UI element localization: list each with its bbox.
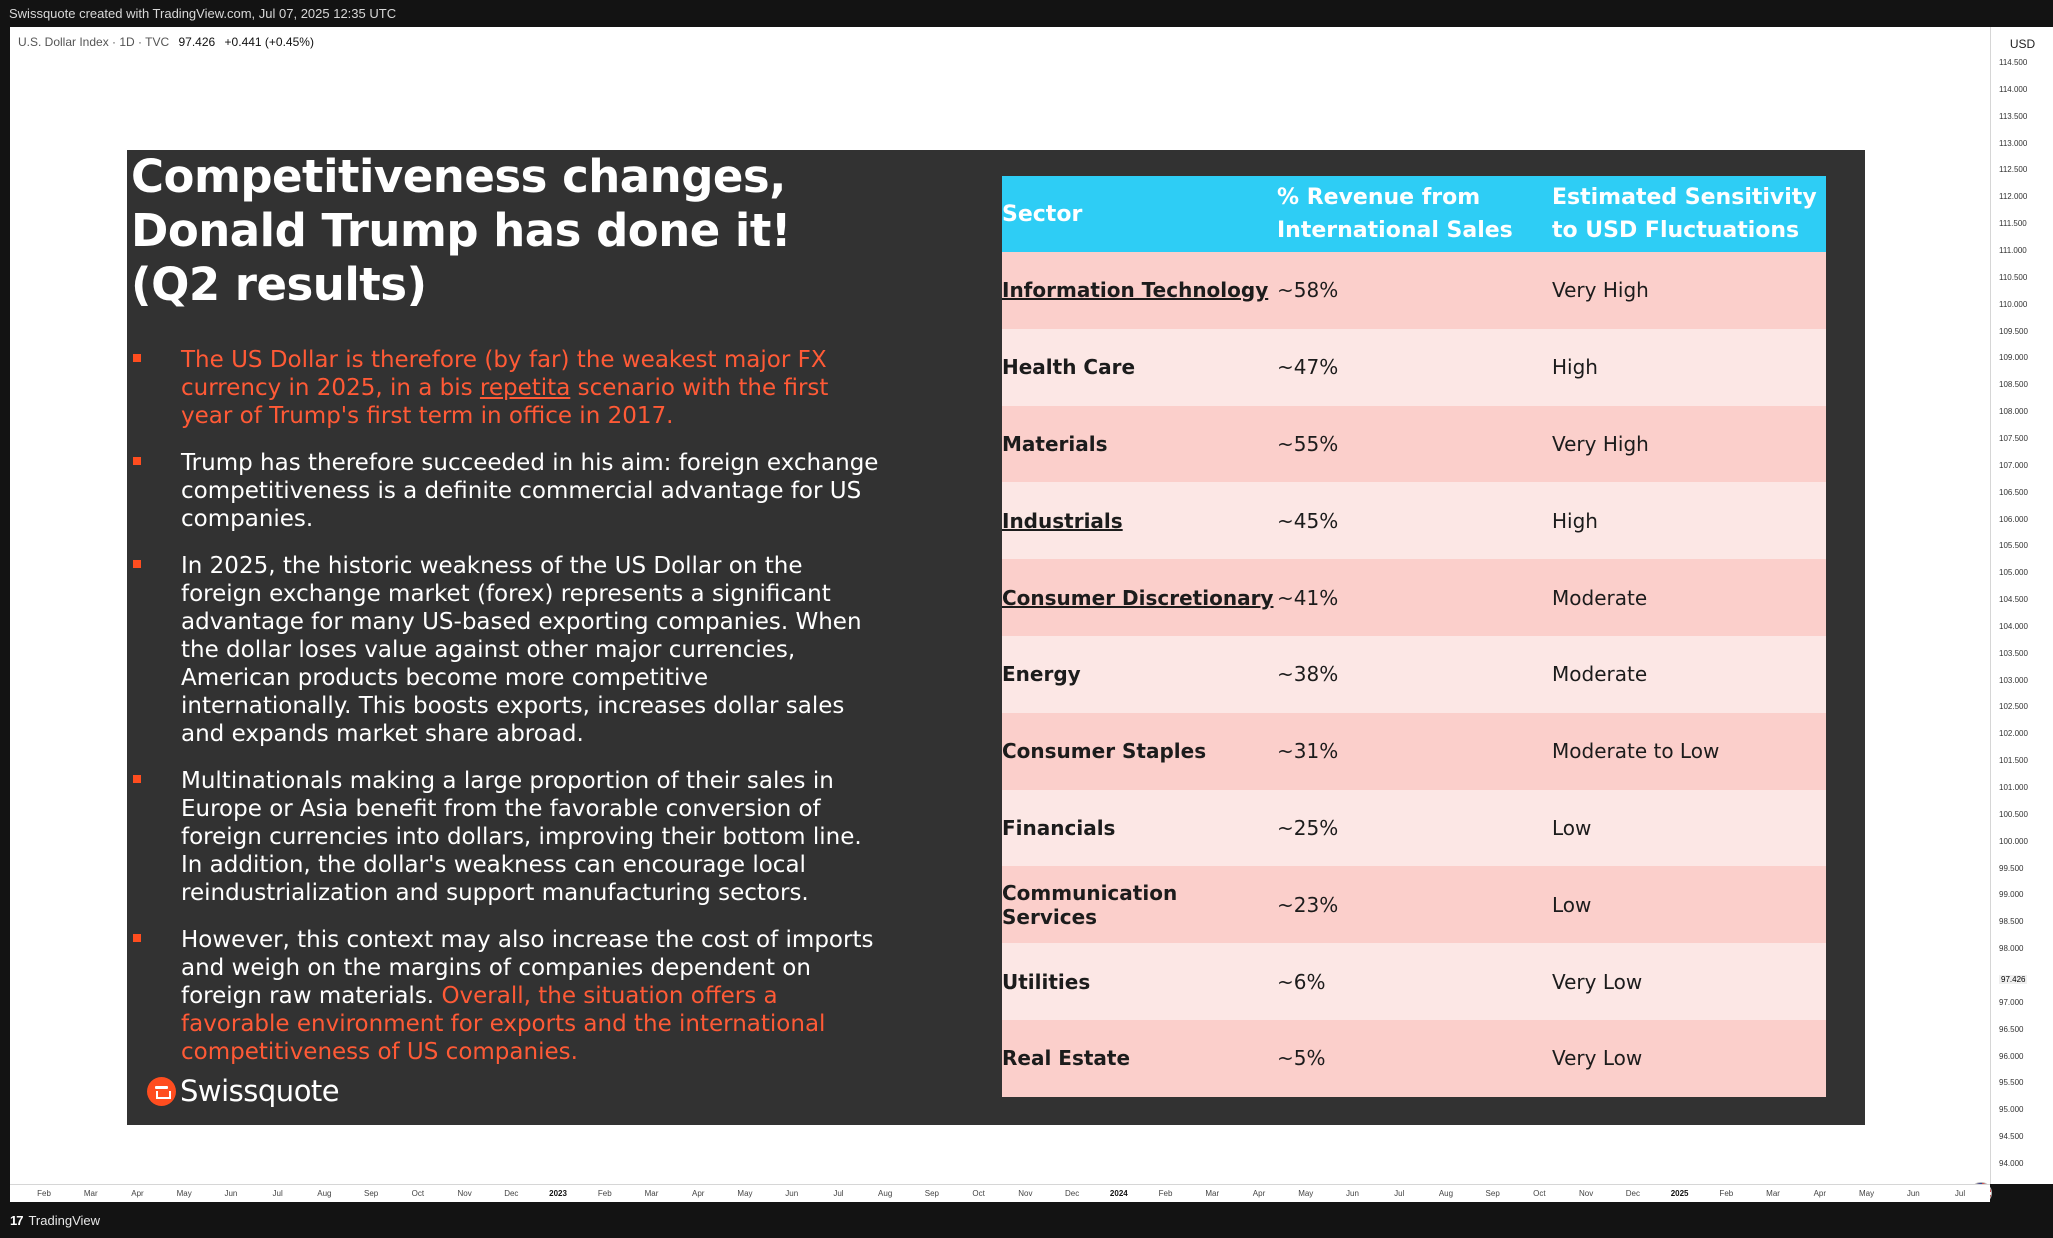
cell-revenue: ~5%: [1277, 1020, 1552, 1097]
symbol-label: U.S. Dollar Index · 1D · TVC: [18, 35, 170, 49]
bullet-text: In 2025, the historic weakness of the US Dollar on the foreign exchange market (forex) represents a significant advantage for many US-based exporting companies. When the dollar loses value against other major currencies, American products become more competitive internationally. This boosts exports, increases dollar sales and expands market share abroad.: [181, 553, 862, 747]
cell-revenue: ~23%: [1277, 866, 1552, 943]
price-tick: 109.000: [1999, 353, 2028, 363]
price-tick: 99.000: [1999, 890, 2024, 900]
table-row: [1002, 406, 1826, 483]
time-tick: Apr: [131, 1189, 144, 1198]
price-tick: 108.500: [1999, 380, 2028, 390]
table-row: [1002, 636, 1826, 713]
cell-sector: Energy: [1002, 636, 1277, 713]
time-tick: Jun: [785, 1189, 799, 1198]
price-tick: 101.500: [1999, 756, 2028, 766]
price-tick: 106.000: [1999, 514, 2028, 524]
bullet-text: Multinationals making a large proportion of their sales in Europe or Asia benefit from the favorable conversion of foreign currencies into dollars, improving their bottom line. In addition, the dollar's weakness can encourage local reindustrialization and support manufacturing sectors.: [181, 768, 862, 906]
time-tick: May: [1858, 1189, 1875, 1198]
table-row: [1002, 559, 1826, 636]
cell-sensitivity: Moderate: [1552, 636, 1826, 713]
tradingview-brand: TradingView: [28, 1212, 101, 1228]
cell-sector: Communication Services: [1002, 866, 1277, 943]
price-tick: 103.500: [1999, 648, 2028, 658]
price-tick: 107.000: [1999, 460, 2028, 470]
time-tick: Apr: [1252, 1189, 1266, 1198]
bullet-text: However, this context may also increase the cost of imports and weigh on the margins of companies dependent on foreign raw materials.: [181, 927, 874, 1009]
price-tick: 99.500: [1999, 863, 2024, 873]
table-row: [1002, 329, 1826, 406]
cell-revenue: ~45%: [1277, 482, 1552, 559]
price-tick: 111.500: [1999, 219, 2027, 229]
cell-sector: Real Estate: [1002, 1020, 1277, 1097]
time-tick: Apr: [692, 1189, 705, 1198]
time-tick: Nov: [1018, 1189, 1033, 1198]
time-tick: Oct: [411, 1189, 425, 1198]
time-tick: Feb: [597, 1189, 612, 1198]
price-tick: 100.000: [1999, 836, 2028, 846]
time-tick: Jul: [1394, 1189, 1405, 1198]
cell-sensitivity: Very High: [1552, 406, 1826, 483]
time-tick: Aug: [878, 1189, 893, 1198]
cell-sensitivity: Moderate to Low: [1552, 713, 1826, 790]
time-tick: Sep: [924, 1189, 940, 1198]
time-tick: Jun: [1346, 1189, 1359, 1198]
time-tick: Jul: [272, 1189, 283, 1198]
cell-sensitivity: High: [1552, 482, 1826, 559]
time-tick: Dec: [504, 1189, 519, 1198]
bullet-item: [131, 552, 881, 748]
cell-sector: Utilities: [1002, 943, 1277, 1020]
price-tick: 106.500: [1999, 487, 2028, 497]
slide-image: [127, 150, 1865, 1125]
cell-sector: Materials: [1002, 406, 1277, 483]
cell-revenue: ~47%: [1277, 329, 1552, 406]
time-tick: Jul: [1954, 1189, 1966, 1198]
time-tick: Nov: [1579, 1189, 1594, 1198]
table-row: [1002, 713, 1826, 790]
bullet-item: [131, 767, 881, 907]
price-tick: 113.000: [1999, 138, 2028, 148]
header-sensitivity: Estimated Sensitivity to USD Fluctuations: [1552, 176, 1826, 252]
cell-sector: Industrials: [1002, 482, 1277, 559]
bullet-text: Trump has therefore succeeded in his aim: foreign exchange competitiveness is a definite commercial advantage for US companies.: [181, 450, 879, 532]
time-tick: Oct: [972, 1189, 985, 1198]
time-tick: Dec: [1064, 1189, 1080, 1198]
price-tick: 94.500: [1999, 1132, 2024, 1142]
cell-revenue: ~41%: [1277, 559, 1552, 636]
time-tick: Feb: [1158, 1189, 1173, 1198]
price-tick: 109.500: [1999, 326, 2028, 336]
header-revenue: % Revenue from International Sales: [1277, 176, 1552, 252]
time-tick: May: [737, 1189, 753, 1198]
price-tick: 104.500: [1999, 595, 2028, 605]
table-row: [1002, 1020, 1826, 1097]
table-row: [1002, 482, 1826, 559]
time-tick: Sep: [363, 1189, 379, 1198]
top-caption-bar: [0, 0, 2053, 27]
cell-sensitivity: Low: [1552, 866, 1826, 943]
price-tick: 94.000: [1999, 1159, 2024, 1168]
time-tick: Jun: [1906, 1189, 1920, 1198]
cell-sensitivity: Very High: [1552, 252, 1826, 329]
price-tick: 114.500: [1999, 58, 2028, 67]
tradingview-logo-icon: 17: [10, 1212, 23, 1228]
time-tick: 2024: [1109, 1189, 1128, 1198]
bullet-list: [131, 346, 881, 1085]
time-tick: Dec: [1625, 1189, 1640, 1198]
price-tick: 98.000: [1999, 944, 2024, 954]
symbol-legend[interactable]: [18, 35, 314, 49]
header-sector: Sector: [1002, 176, 1277, 252]
square-bullet-icon: [133, 775, 141, 783]
price-tick: 108.000: [1999, 407, 2028, 417]
time-tick: Jul: [833, 1189, 844, 1198]
currency-label[interactable]: USD: [2009, 37, 2036, 51]
last-price: 97.426: [178, 35, 216, 49]
table-header-row: [1002, 176, 1826, 252]
time-tick: Jun: [224, 1189, 238, 1198]
current-price-tick: 97.426: [2001, 974, 2026, 984]
price-tick: 114.000: [1999, 84, 2028, 94]
price-tick: 112.500: [1999, 165, 2028, 175]
time-tick: 2023: [549, 1189, 567, 1198]
price-axis[interactable]: [1990, 27, 2053, 1184]
cell-revenue: ~55%: [1277, 406, 1552, 483]
price-tick: 95.500: [1999, 1078, 2024, 1088]
time-tick: Aug: [317, 1189, 332, 1198]
cell-sector: Consumer Discretionary: [1002, 559, 1277, 636]
cell-revenue: ~25%: [1277, 790, 1552, 867]
price-tick: 101.000: [1999, 783, 2028, 793]
cell-sensitivity: High: [1552, 329, 1826, 406]
price-tick: 96.000: [1999, 1051, 2024, 1061]
square-bullet-icon: [133, 934, 141, 942]
price-tick: 102.000: [1999, 729, 2028, 739]
cell-sector: Consumer Staples: [1002, 713, 1277, 790]
square-bullet-icon: [133, 354, 141, 362]
price-tick: 100.500: [1999, 809, 2028, 819]
time-tick: Apr: [1813, 1189, 1827, 1198]
cell-sector: Financials: [1002, 790, 1277, 867]
time-tick: Mar: [83, 1189, 98, 1198]
table-row: [1002, 790, 1826, 867]
time-tick: Sep: [1485, 1189, 1500, 1198]
price-tick: 102.500: [1999, 702, 2028, 712]
bullet-underlined-word: repetita: [479, 375, 571, 401]
price-tick: 97.000: [1999, 997, 2024, 1007]
bullet-highlight: Overall, the situation offers a favorable environment for exports and the international competitiveness of US companies.: [181, 983, 826, 1065]
time-tick: Feb: [1719, 1189, 1734, 1198]
price-tick: 96.500: [1999, 1024, 2024, 1034]
time-tick: Oct: [1533, 1189, 1546, 1198]
table-row: [1002, 943, 1826, 1020]
bottom-bar: [0, 1202, 2053, 1238]
table-row: [1002, 252, 1826, 329]
top-caption: Swissquote created with TradingView.com, Jul 07, 2025 12:35 UTC: [9, 6, 397, 21]
square-bullet-icon: [133, 457, 141, 465]
price-tick: 110.500: [1999, 272, 2028, 282]
price-tick: 105.000: [1999, 568, 2028, 578]
price-tick: 113.500: [1999, 111, 2028, 121]
swissquote-brand: [147, 1074, 339, 1108]
cell-sensitivity: Low: [1552, 790, 1826, 867]
swissquote-logo-icon: [147, 1077, 176, 1106]
table-row: [1002, 866, 1826, 943]
time-tick: Nov: [457, 1189, 472, 1198]
time-tick: Mar: [644, 1189, 659, 1198]
cell-revenue: ~38%: [1277, 636, 1552, 713]
bullet-item: [131, 346, 881, 430]
price-tick: 104.000: [1999, 621, 2028, 631]
cell-revenue: ~58%: [1277, 252, 1552, 329]
time-tick: 2025: [1670, 1189, 1689, 1198]
bullet-item: [131, 926, 881, 1066]
time-tick: Mar: [1205, 1189, 1220, 1198]
cell-sector: Health Care: [1002, 329, 1277, 406]
brand-name: Swissquote: [180, 1074, 340, 1108]
bullet-item: [131, 449, 881, 533]
price-tick: 105.500: [1999, 541, 2028, 551]
price-tick: 98.500: [1999, 917, 2024, 927]
cell-revenue: ~31%: [1277, 713, 1552, 790]
slide-title: Competitiveness changes, Donald Trump has done it! (Q2 results): [131, 150, 791, 311]
sector-table: [1002, 176, 1826, 1097]
price-tick: 107.500: [1999, 433, 2028, 443]
bullet-text: scenario with the first year of Trump's first term in office in 2017.: [181, 375, 829, 429]
price-change: +0.441 (+0.45%): [224, 35, 314, 49]
time-tick: Mar: [1766, 1189, 1780, 1198]
square-bullet-icon: [133, 560, 141, 568]
time-tick: Aug: [1438, 1189, 1454, 1198]
cell-sector: Information Technology: [1002, 252, 1277, 329]
time-tick: May: [176, 1189, 192, 1198]
time-tick: May: [1298, 1189, 1314, 1198]
cell-revenue: ~6%: [1277, 943, 1552, 1020]
cell-sensitivity: Very Low: [1552, 1020, 1826, 1097]
cell-sensitivity: Very Low: [1552, 943, 1826, 1020]
time-tick: Feb: [37, 1189, 51, 1198]
cell-sensitivity: Moderate: [1552, 559, 1826, 636]
bullet-text: The US Dollar is therefore (by far) the weakest major FX currency in 2025, in a bis: [181, 347, 827, 401]
price-tick: 95.000: [1999, 1105, 2024, 1115]
price-tick: 110.000: [1999, 299, 2028, 309]
price-tick: 103.000: [1999, 675, 2028, 685]
price-tick: 112.000: [1999, 192, 2028, 202]
time-axis[interactable]: [10, 1184, 1990, 1202]
price-tick: 111.000: [1999, 245, 2027, 255]
